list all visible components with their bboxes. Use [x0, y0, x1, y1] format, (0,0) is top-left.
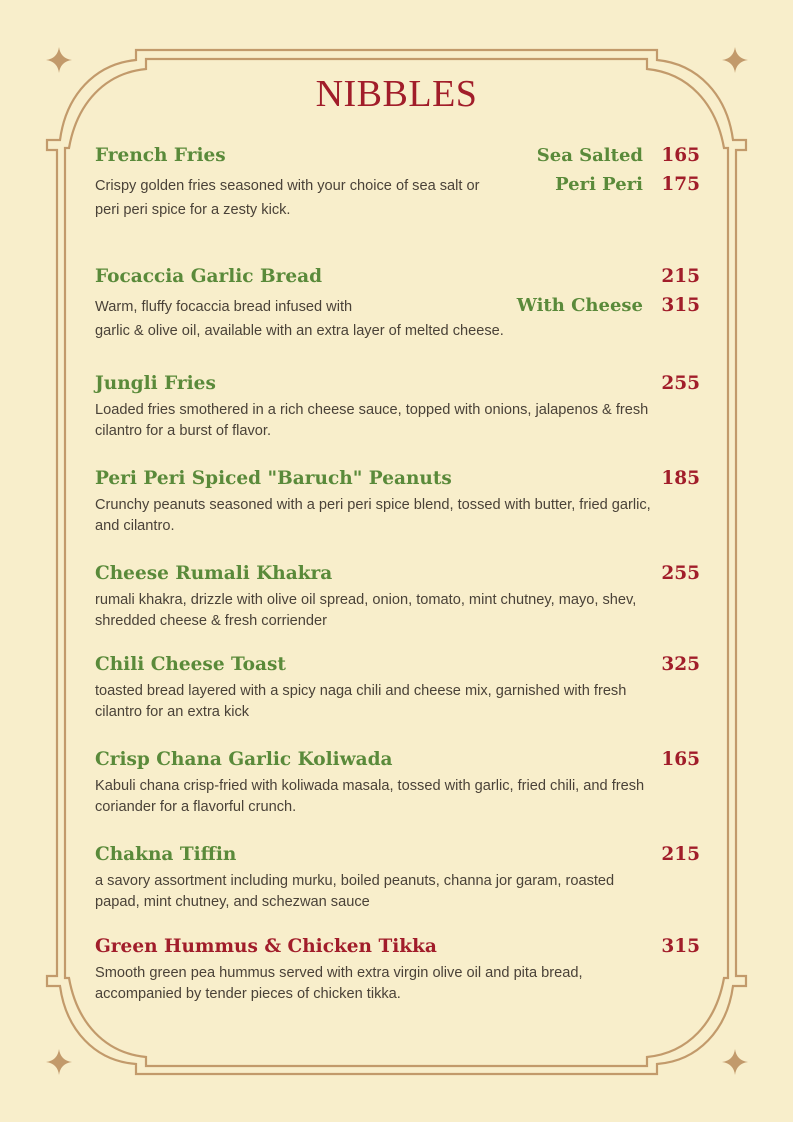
item-description-line: shredded cheese & fresh corriender	[95, 613, 328, 629]
item-name: Peri Peri Spiced "Baruch" Peanuts	[95, 468, 452, 489]
item-description-line: Warm, fluffy focaccia bread infused with	[95, 299, 353, 315]
item-description-line: a savory assortment including murku, boiled peanuts, channa jor garam, roasted	[95, 873, 615, 889]
item-name: Green Hummus & Chicken Tikka	[95, 936, 437, 957]
item-description-line: cilantro for an extra kick	[95, 704, 250, 720]
item-price: 315	[661, 936, 700, 957]
item-price: 255	[661, 563, 700, 584]
page-title: NIBBLES	[315, 73, 478, 115]
item-price: 215	[661, 266, 700, 287]
menu-item-cheese-rumali-khakra	[95, 563, 700, 632]
item-name: Focaccia Garlic Bread	[95, 266, 323, 287]
variant-price: 315	[661, 295, 700, 316]
variant-label: With Cheese	[516, 295, 643, 316]
sparkle-icon	[722, 47, 748, 73]
menu-item-crisp-chana-garlic-koliwada	[95, 749, 700, 818]
menu-item-green-hummus-chicken-tikka	[95, 936, 700, 1005]
sparkle-icon	[46, 1049, 72, 1075]
menu-item-chakna-tiffin	[95, 844, 700, 913]
item-description-line: Crispy golden fries seasoned with your choice of sea salt or	[95, 178, 480, 194]
item-name: Chakna Tiffin	[95, 844, 237, 865]
item-description-line: rumali khakra, drizzle with olive oil spread, onion, tomato, mint chutney, mayo, shev,	[95, 592, 637, 608]
item-description-line: papad, mint chutney, and schezwan sauce	[95, 894, 370, 910]
item-description-line: Crunchy peanuts seasoned with a peri peri spice blend, tossed with butter, fried garlic,	[95, 497, 651, 513]
item-description-line: coriander for a flavorful crunch.	[95, 799, 297, 815]
item-description-line: garlic & olive oil, available with an extra layer of melted cheese.	[95, 323, 504, 339]
item-description-line: peri peri spice for a zesty kick.	[95, 202, 291, 218]
item-description-line: Loaded fries smothered in a rich cheese sauce, topped with onions, jalapenos & fresh	[95, 402, 649, 418]
variant-price: 165	[661, 145, 700, 166]
menu-item-peri-peri-peanuts	[95, 468, 700, 537]
item-name: Jungli Fries	[95, 373, 216, 394]
item-name: Cheese Rumali Khakra	[95, 563, 333, 584]
item-price: 185	[661, 468, 700, 489]
item-price: 165	[661, 749, 700, 770]
menu-item-focaccia-garlic-bread	[95, 266, 700, 342]
variant-label: Peri Peri	[555, 174, 643, 195]
sparkle-icon	[722, 1049, 748, 1075]
item-description-line: Smooth green pea hummus served with extra virgin olive oil and pita bread,	[95, 965, 583, 981]
item-price: 325	[661, 654, 700, 675]
item-price: 215	[661, 844, 700, 865]
item-description-line: Kabuli chana crisp-fried with koliwada masala, tossed with garlic, fried chili, and fresh	[95, 778, 645, 794]
item-name: Chili Cheese Toast	[95, 654, 286, 675]
item-description-line: cilantro for a burst of flavor.	[95, 423, 272, 439]
item-description-line: accompanied by tender pieces of chicken tikka.	[95, 986, 401, 1002]
item-description-line: and cilantro.	[95, 518, 175, 534]
variant-price: 175	[661, 174, 700, 195]
item-name: French Fries	[95, 145, 226, 166]
sparkle-icon	[46, 47, 72, 73]
item-name: Crisp Chana Garlic Koliwada	[95, 749, 393, 770]
menu-item-french-fries	[95, 145, 700, 221]
menu-item-chili-cheese-toast	[95, 654, 700, 723]
menu-item-jungli-fries	[95, 373, 700, 442]
item-description-line: toasted bread layered with a spicy naga chili and cheese mix, garnished with fresh	[95, 683, 627, 699]
variant-label: Sea Salted	[536, 145, 643, 166]
item-price: 255	[661, 373, 700, 394]
